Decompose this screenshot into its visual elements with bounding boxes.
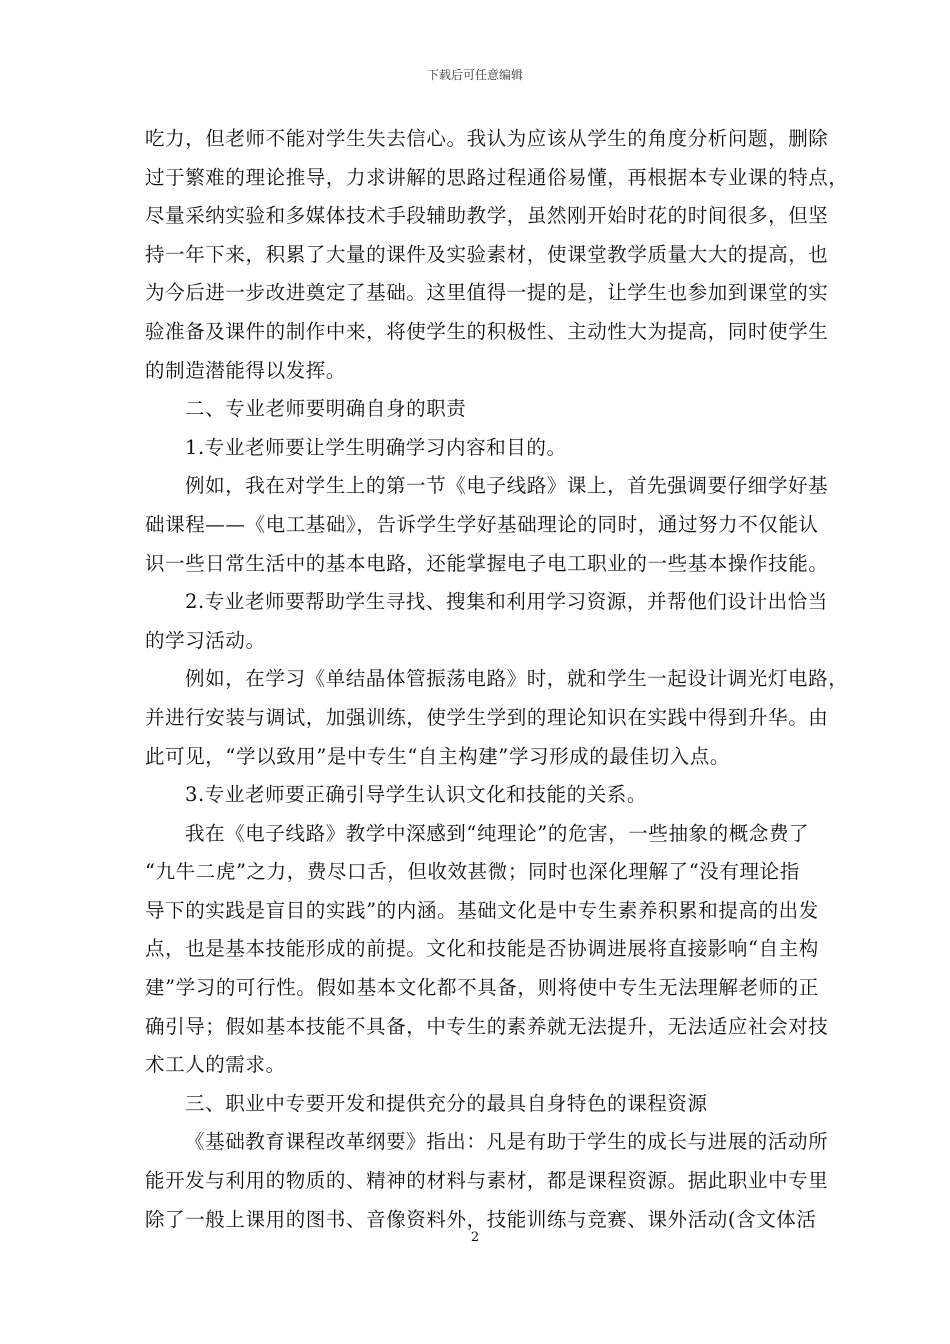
text-line: 并进行安装与调试，加强训练，使学生学到的理论知识在实践中得到升华。由 bbox=[145, 705, 829, 729]
text-line: 的制造潜能得以发挥。 bbox=[145, 358, 347, 382]
text-line: 三、职业中专要开发和提供充分的最具自身特色的课程资源 bbox=[185, 1091, 708, 1115]
page-header: 下载后可任意编辑 bbox=[426, 68, 523, 82]
document-body bbox=[145, 120, 849, 1239]
text-line: 2.专业老师要帮助学生寻找、搜集和利用学习资源，并帮他们设计出恰当 bbox=[185, 590, 828, 614]
text-line: 的学习活动。 bbox=[145, 628, 266, 652]
text-line: 术工人的需求。 bbox=[145, 1053, 286, 1077]
text-line: 此可见，“学以致用”是中专生“自主构建”学习形成的最佳切入点。 bbox=[145, 744, 730, 768]
text-line: 确引导；假如基本技能不具备，中专生的素养就无法提升，无法适应社会对技 bbox=[145, 1014, 829, 1038]
text-line: 能开发与利用的物质的、精神的材料与素材，都是课程资源。据此职业中专里 bbox=[145, 1169, 829, 1193]
text-line: “九牛二虎”之力，费尽口舌，但收效甚微；同时也深化理解了“没有理论指 bbox=[145, 860, 800, 884]
text-line: 尽量采纳实验和多媒体技术手段辅助教学，虽然刚开始时花的时间很多，但坚 bbox=[145, 204, 829, 228]
text-line: 识一些日常生活中的基本电路，还能掌握电子电工职业的一些基本操作技能。 bbox=[145, 551, 829, 575]
text-line: 导下的实践是盲目的实践”的内涵。基础文化是中专生素养积累和提高的出发 bbox=[145, 898, 819, 922]
page-number: 2 bbox=[470, 1230, 480, 1245]
text-line: 二、专业老师要明确自身的职责 bbox=[185, 397, 467, 421]
text-line: 为今后进一步改进奠定了基础。这里值得一提的是，让学生也参加到课堂的实 bbox=[145, 281, 829, 305]
text-line: 例如，我在对学生上的第一节《电子线路》课上，首先强调要仔细学好基 bbox=[185, 474, 829, 498]
text-line: 点，也是基本技能形成的前提。文化和技能是否协调进展将直接影响“自主构 bbox=[145, 937, 819, 961]
text-line: 《基础教育课程改革纲要》指出：凡是有助于学生的成长与进展的活动所 bbox=[185, 1130, 829, 1154]
text-line: 吃力，但老师不能对学生失去信心。我认为应该从学生的角度分析问题，删除 bbox=[145, 127, 829, 150]
text-line: 我在《电子线路》教学中深感到“纯理论”的危害，一些抽象的概念费了 bbox=[185, 821, 810, 845]
text-line: 例如，在学习《单结晶体管振荡电路》时，就和学生一起设计调光灯电路， bbox=[185, 667, 849, 691]
text-line: 验准备及课件的制作中来，将使学生的积极性、主动性大为提高，同时使学生 bbox=[145, 319, 829, 343]
text-line: 3.专业老师要正确引导学生认识文化和技能的关系。 bbox=[185, 783, 648, 807]
text-line: 1.专业老师要让学生明确学习内容和目的。 bbox=[185, 435, 567, 459]
text-line: 过于繁难的理论推导，力求讲解的思路过程通俗易懂，再根据本专业课的特点， bbox=[145, 165, 849, 189]
text-line: 建”学习的可行性。假如基本文化都不具备，则将使中专生无法理解老师的正 bbox=[145, 976, 819, 1000]
text-line: 础课程——《电工基础》，告诉学生学好基础理论的同时，通过努力不仅能认 bbox=[145, 512, 819, 536]
text-line: 持一年下来，积累了大量的课件及实验素材，使课堂教学质量大大的提高，也 bbox=[145, 242, 829, 266]
text-line: 除了一般上课用的图书、音像资料外，技能训练与竞赛、课外活动(含文体活 bbox=[145, 1207, 817, 1231]
